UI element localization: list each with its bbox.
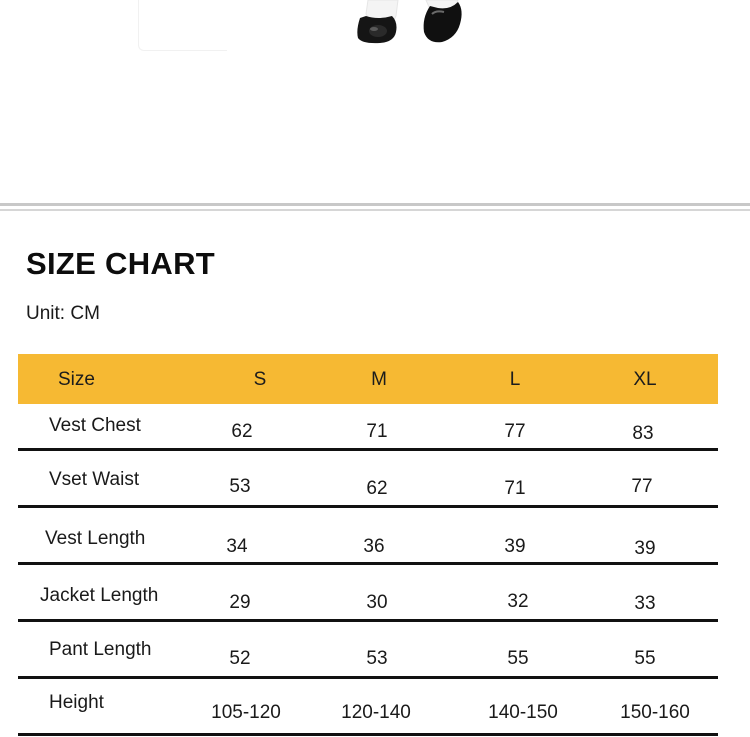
section-divider-light — [0, 209, 750, 211]
cell-s: 34 — [226, 536, 248, 557]
cell-m: 120-140 — [341, 702, 411, 723]
size-chart-title: SIZE CHART — [26, 246, 215, 281]
cell-l: 71 — [504, 478, 526, 499]
cell-m: 36 — [363, 536, 385, 557]
header-size: Size — [58, 369, 95, 390]
cell-m: 62 — [366, 478, 388, 499]
header-s: S — [253, 369, 267, 390]
header-l: L — [509, 369, 521, 390]
cell-l: 55 — [507, 648, 529, 669]
header-m: M — [371, 369, 387, 390]
cell-l: 32 — [507, 591, 529, 612]
row-label: Height — [49, 692, 104, 713]
cell-xl: 77 — [631, 476, 653, 497]
table-row — [18, 404, 718, 451]
cell-xl: 55 — [634, 648, 656, 669]
cell-s: 62 — [231, 421, 253, 442]
row-label: Pant Length — [49, 639, 152, 660]
row-label: Vest Length — [45, 528, 146, 549]
table-row — [18, 508, 718, 565]
shoes-icon — [0, 0, 750, 200]
table-row — [18, 622, 718, 679]
cell-l: 39 — [504, 536, 526, 557]
section-divider — [0, 203, 750, 206]
cell-m: 30 — [366, 592, 388, 613]
cell-xl: 150-160 — [620, 702, 690, 723]
cell-xl: 39 — [634, 538, 656, 559]
row-label: Jacket Length — [40, 585, 159, 606]
table-row — [18, 451, 718, 508]
unit-label: Unit: CM — [26, 303, 100, 324]
cell-m: 71 — [366, 421, 388, 442]
cell-s: 29 — [229, 592, 251, 613]
product-photo — [0, 0, 750, 200]
cell-m: 53 — [366, 648, 388, 669]
cell-s: 105-120 — [211, 702, 281, 723]
table-row — [18, 565, 718, 622]
table-header-row — [18, 354, 718, 404]
cell-s: 52 — [229, 648, 251, 669]
row-label: Vest Chest — [49, 415, 141, 436]
cell-l: 140-150 — [488, 702, 558, 723]
size-table — [18, 354, 718, 736]
row-label: Vset Waist — [49, 469, 140, 490]
header-xl: XL — [633, 369, 657, 390]
cell-xl: 83 — [632, 423, 654, 444]
cell-l: 77 — [504, 421, 526, 442]
cell-s: 53 — [229, 476, 251, 497]
table-row — [18, 679, 718, 736]
cell-xl: 33 — [634, 593, 656, 614]
